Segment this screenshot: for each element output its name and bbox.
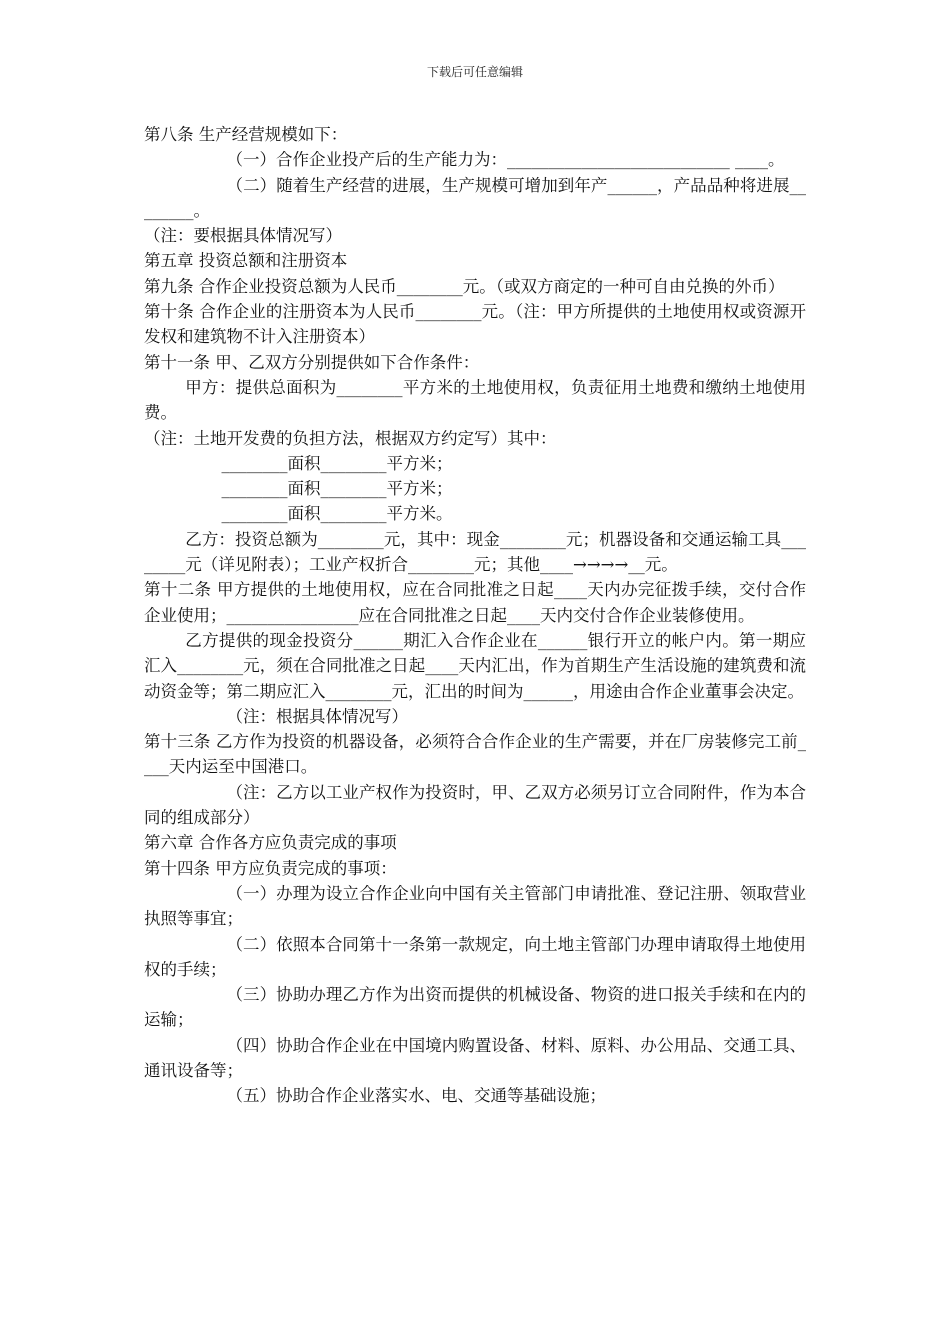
note-text: （注：要根据具体情况写） [144, 226, 342, 246]
land-fee-note: （注：土地开发费的负担方法，根据双方约定写）其中： [144, 428, 557, 448]
party-a-conditions: 甲方：提供总面积为________平方米的土地使用权，负责征用土地费和缴纳土地使用费。 [144, 377, 806, 423]
industrial-property-note: （注：乙方以工业产权作为投资时，甲、乙双方必须另订立合同附件，作为本合同的组成部分） [144, 782, 806, 828]
article-14-item-4: （四）协助合作企业在中国境内购置设备、材料、原料、办公用品、交通工具、通讯设备等； [144, 1035, 806, 1080]
area-line-1: ________面积________平方米； [221, 453, 453, 473]
party-b-cash-investment: 乙方提供的现金投资分______期汇入合作企业在______银行开立的帐户内。第一期应汇入________元，须在合同批准之日起____天内汇出，作为首期生产生活设施的建筑费和流动资金等；第二期应汇入________元，汇出的时间为______，用途由合作企业董事会决定。 [144, 630, 806, 701]
article-8-heading: 第八条 生产经营规模如下： [144, 125, 348, 144]
article-14-item-1: （一）办理为设立合作企业向中国有关主管部门申请批准、登记注册、领取营业执照等事宜； [144, 883, 806, 929]
party-b-conditions: 乙方：投资总额为________元，其中：现金________元；机器设备和交通运输工具________元（详见附表）；工业产权折合________元；其他____→→→→__元。 [144, 529, 806, 575]
article-8-item-2: （二）随着生产经营的进展，生产规模可增加到年产______，产品品种将进展________。 [144, 175, 806, 220]
article-12: 第十二条 甲方提供的土地使用权，应在合同批准之日起____天内办完征拨手续，交付合作企业使用；________________应在合同批准之日起____天内交付合作企业装修使用。 [144, 580, 806, 625]
article-14-heading: 第十四条 甲方应负责完成的事项： [144, 858, 397, 878]
article-8-item-1: （一）合作企业投产后的生产能力为：___________________________ ____。 [226, 150, 785, 170]
area-line-3: ________面积________平方米。 [221, 504, 453, 524]
article-11-heading: 第十一条 甲、乙双方分别提供如下合作条件： [144, 352, 480, 372]
article-14-item-3: （三）协助办理乙方作为出资而提供的机械设备、物资的进口报关手续和在内的运输； [144, 985, 806, 1030]
article-14-item-5: （五）协助合作企业落实水、电、交通等基础设施； [226, 1086, 606, 1106]
article-10: 第十条 合作企业的注册资本为人民币________元。（注：甲方所提供的土地使用权或资源开发权和建筑物不计入注册资本） [144, 302, 806, 347]
chapter-5-title: 第五章 投资总额和注册资本 [144, 251, 348, 271]
chapter-6-title: 第六章 合作各方应负责完成的事项 [144, 833, 397, 853]
article-13: 第十三条 乙方作为投资的机器设备，必须符合合作企业的生产需要，并在厂房装修完工前____天内运至中国港口。 [144, 732, 806, 777]
note-text-2: （注：根据具体情况写） [226, 706, 408, 726]
article-9: 第九条 合作企业投资总额为人民币________元。（或双方商定的一种可自由兑换的外币） [144, 276, 785, 296]
document-body [144, 122, 806, 1109]
article-14-item-2: （二）依照本合同第十一条第一款规定，向土地主管部门办理申请取得土地使用权的手续； [144, 934, 806, 979]
page-header-note: 下载后可任意编辑 [426, 65, 523, 79]
area-line-2: ________面积________平方米； [221, 479, 453, 499]
